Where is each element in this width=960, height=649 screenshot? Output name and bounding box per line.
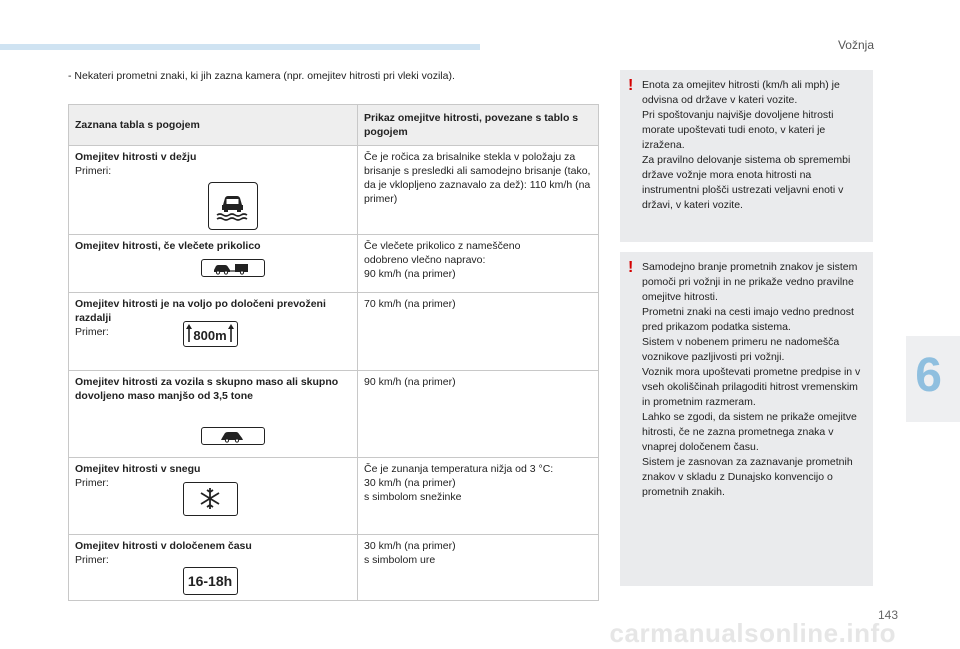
column-header-condition: Zaznana tabla s pogojem bbox=[69, 105, 358, 146]
condition-cell bbox=[69, 371, 358, 458]
table-row bbox=[69, 235, 599, 293]
condition-title: Omejitev hitrosti v določenem času bbox=[75, 540, 252, 552]
rain-car-icon bbox=[208, 182, 258, 230]
time-window-icon bbox=[183, 567, 238, 595]
display-cell bbox=[358, 235, 599, 293]
section-title: Vožnja bbox=[837, 38, 874, 52]
table-row bbox=[69, 146, 599, 235]
condition-subtitle: Primeri: bbox=[75, 165, 112, 177]
snowflake-icon bbox=[183, 482, 238, 516]
header-accent-bar bbox=[0, 44, 480, 50]
condition-cell bbox=[69, 535, 358, 601]
table-row bbox=[69, 535, 599, 601]
distance-icon bbox=[183, 321, 238, 347]
display-description: Če je ročica za brisalnike stekla v položaju za brisanje s presledki ali samodejno brisanje (tako, da je vklopljeno zaznavalo za dež): 110 km/h (na primer) bbox=[364, 151, 591, 205]
table-header-row bbox=[69, 105, 599, 146]
display-cell bbox=[358, 146, 599, 235]
column-header-display: Prikaz omejitve hitrosti, povezane s tablo s pogojem bbox=[358, 105, 599, 146]
chapter-number: 6 bbox=[915, 349, 942, 402]
display-cell bbox=[358, 458, 599, 535]
condition-title: Omejitev hitrosti je na voljo po določeni prevoženi razdalji bbox=[75, 298, 326, 324]
distance-sign-text: 800m bbox=[193, 328, 227, 343]
warning-note-text: Samodejno branje prometnih znakov je sistem pomoči pri vožnji in ne prikaže vedno pravilne omejitve hitrosti. Prometni znaki na cesti imajo vedno prednost pred prikazom podatka sistema. Sistem v nobenem primeru ne nadomešča voznikove pazljivosti pri vožnji. Voznik mora upoštevati prometne predpise in v vseh okoliščinah prilagoditi hitrost vremenskim in prometnim razmeram. Lahko se zgodi, da sistem ne prikaže omejitve hitrosti, če ne zazna prometnega znaka v vnaprej določenem času. Sistem je zasnovan za zaznavanje prometnih znakov v skladu z Dunajsko konvencijo o prometnih znakih. bbox=[642, 261, 861, 498]
table-row bbox=[69, 293, 599, 371]
display-description: 90 km/h (na primer) bbox=[364, 376, 456, 388]
car-icon bbox=[201, 427, 265, 445]
display-description: Če je zunanja temperatura nižja od 3 °C: 30 km/h (na primer) s simbolom snežinke bbox=[364, 463, 554, 503]
display-cell bbox=[358, 293, 599, 371]
intro-text: - Nekateri prometni znaki, ki jih zazna kamera (npr. omejitev hitrosti pri vleki vozila). bbox=[68, 70, 455, 82]
condition-title: Omejitev hitrosti, če vlečete prikolico bbox=[75, 240, 261, 252]
warning-icon: ! bbox=[628, 77, 634, 94]
condition-title: Omejitev hitrosti za vozila s skupno maso ali skupno dovoljeno maso manjšo od 3,5 tone bbox=[75, 376, 339, 402]
display-description: Če vlečete prikolico z nameščeno odobreno vlečno napravo: 90 km/h (na primer) bbox=[364, 240, 521, 280]
watermark: carmanualsonline.info bbox=[609, 618, 896, 648]
sign-conditions-table bbox=[68, 104, 599, 601]
condition-title: Omejitev hitrosti v dežju bbox=[75, 151, 197, 163]
table-row bbox=[69, 458, 599, 535]
warning-note bbox=[620, 252, 873, 586]
time-sign-text: 16-18h bbox=[187, 573, 233, 589]
condition-subtitle: Primer: bbox=[75, 554, 109, 566]
display-description: 70 km/h (na primer) bbox=[364, 298, 456, 310]
display-description: 30 km/h (na primer) s simbolom ure bbox=[364, 540, 456, 566]
condition-title: Omejitev hitrosti v snegu bbox=[75, 463, 201, 475]
page-number: 143 bbox=[877, 608, 898, 622]
display-cell bbox=[358, 535, 599, 601]
condition-subtitle: Primer: bbox=[75, 326, 109, 338]
warning-icon: ! bbox=[628, 259, 634, 276]
condition-subtitle: Primer: bbox=[75, 477, 109, 489]
condition-cell bbox=[69, 235, 358, 293]
table-row bbox=[69, 371, 599, 458]
condition-cell bbox=[69, 293, 358, 371]
warning-note-text: Enota za omejitev hitrosti (km/h ali mph) je odvisna od države v kateri vozite. Pri spoštovanju najvišje dovoljene hitrosti morate upoštevati tudi enoto, v kateri je izražena. Za pravilno delovanje sistema ob spremembi države vožnje mora enota hitrosti na instrumentni plošči ustrezati veljavni enoti v državi, v kateri vozite. bbox=[642, 79, 851, 211]
warning-note bbox=[620, 70, 873, 242]
display-cell bbox=[358, 371, 599, 458]
condition-cell bbox=[69, 458, 358, 535]
car-trailer-icon bbox=[201, 259, 265, 277]
condition-cell bbox=[69, 146, 358, 235]
